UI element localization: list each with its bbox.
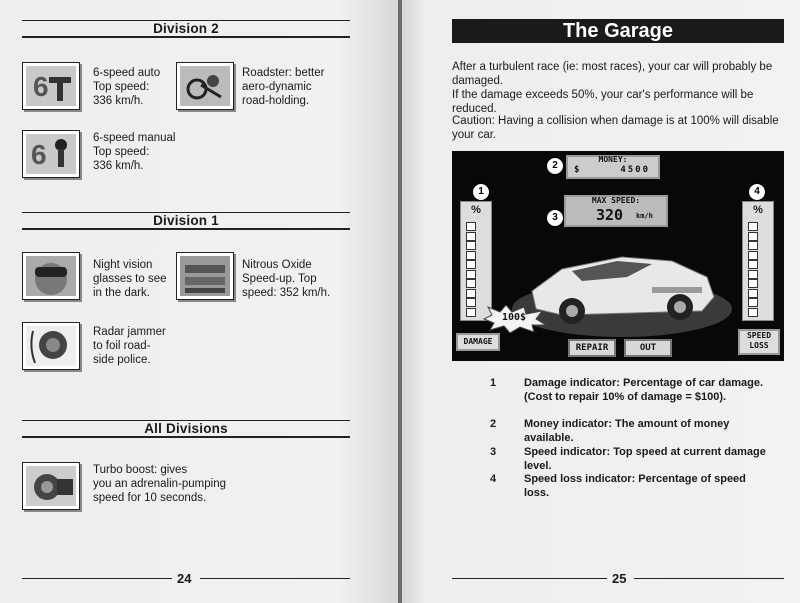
item-text: 6-speed auto Top speed: 336 km/h. [93, 67, 161, 107]
radar-dish-icon [22, 322, 80, 370]
item-text: 6-speed manual Top speed: 336 km/h. [93, 132, 176, 172]
meter-segment [748, 241, 758, 250]
right-page [402, 0, 800, 603]
section-header-division-1 [22, 212, 350, 230]
legend-number: 1 [490, 377, 497, 389]
meter-segment [748, 289, 758, 298]
page-title: The Garage [452, 19, 784, 43]
section-header-all-divisions [22, 420, 350, 438]
meter-segment [466, 298, 476, 307]
meter-segment [748, 251, 758, 260]
item-text: Nitrous Oxide Speed-up. Top speed: 352 km/h. [242, 259, 331, 299]
max-speed-display [564, 195, 668, 227]
meter-segment [466, 241, 476, 250]
garage-screenshot [452, 151, 784, 361]
max-speed-value: 320 [596, 206, 624, 224]
section-title: All Divisions [144, 421, 228, 436]
meter-segment [466, 270, 476, 279]
intro-paragraph [452, 60, 784, 116]
item-text: Turbo boost: gives you an adrenalin-pumping speed for 10 seconds. [93, 464, 226, 504]
meter-segment [748, 279, 758, 288]
callout-1: 1 [472, 183, 490, 201]
callout-3: 3 [546, 209, 564, 227]
turbo-icon [22, 462, 80, 510]
repair-cost-label: 100$ [502, 312, 527, 323]
repair-button[interactable]: REPAIR [568, 339, 616, 357]
money-label: MONEY: [598, 155, 628, 164]
legend-text: Speed indicator: Top speed at current damage level. [524, 446, 766, 472]
meter-segment [748, 308, 758, 317]
max-speed-label: MAX SPEED: [591, 196, 641, 205]
legend-number: 3 [490, 446, 497, 458]
max-speed-unit: km/h [636, 212, 653, 220]
damage-meter [460, 201, 492, 321]
item-text: Radar jammer to foil road- side police. [93, 326, 166, 366]
roadster-keys-icon [176, 62, 234, 110]
section-header-division-2 [22, 20, 350, 38]
meter-segment [466, 308, 476, 317]
svg-text:6: 6 [31, 139, 47, 170]
nitrous-engine-icon [176, 252, 234, 300]
item-text: Roadster: better aero-dynamic road-holding. [242, 67, 325, 107]
meter-segment [748, 232, 758, 241]
page-number: 24 [177, 571, 192, 586]
meter-segment [466, 279, 476, 288]
page-number: 25 [612, 571, 627, 586]
meter-segment [466, 232, 476, 241]
meter-segment [466, 222, 476, 231]
night-vision-goggles-icon [22, 252, 80, 300]
speed-loss-percent-label: % [753, 204, 763, 216]
out-button[interactable]: OUT [624, 339, 672, 357]
meter-segment [748, 270, 758, 279]
meter-segment [466, 260, 476, 269]
money-display [566, 155, 660, 179]
meter-segment [748, 260, 758, 269]
manual-gearstick-icon [22, 130, 80, 178]
callout-4: 4 [748, 183, 766, 201]
speed-loss-meter [742, 201, 774, 321]
speed-loss-label: SPEED LOSS [738, 329, 780, 355]
left-page [0, 0, 398, 603]
legend-text: Speed loss indicator: Percentage of speed loss. [524, 473, 746, 499]
intro-line-2: If the damage exceeds 50%, your car's performance will be reduced. [452, 89, 754, 115]
meter-segment [466, 289, 476, 298]
svg-text:6: 6 [33, 71, 49, 102]
legend-number: 2 [490, 418, 497, 430]
section-title: Division 2 [153, 21, 219, 36]
item-text: Night vision glasses to see in the dark. [93, 259, 167, 299]
auto-gearbox-icon [22, 62, 80, 110]
legend-text: Money indicator: The amount of money available. [524, 418, 730, 444]
damage-label: DAMAGE [456, 333, 500, 351]
damage-percent-label: % [471, 204, 481, 216]
money-currency: $ [574, 165, 580, 175]
meter-segment [748, 298, 758, 307]
meter-segment [748, 222, 758, 231]
legend-text: Damage indicator: Percentage of car damage. (Cost to repair 10% of damage = $100). [524, 377, 764, 403]
meter-segment [466, 251, 476, 260]
money-value: 4500 [620, 165, 650, 175]
intro-line-1: After a turbulent race (ie: most races), your car will probably be damaged. [452, 61, 773, 87]
callout-2: 2 [546, 157, 564, 175]
legend-number: 4 [490, 473, 497, 485]
section-title: Division 1 [153, 213, 219, 228]
caution-paragraph: Caution: Having a collision when damage is at 100% will disable your car. [452, 115, 779, 141]
